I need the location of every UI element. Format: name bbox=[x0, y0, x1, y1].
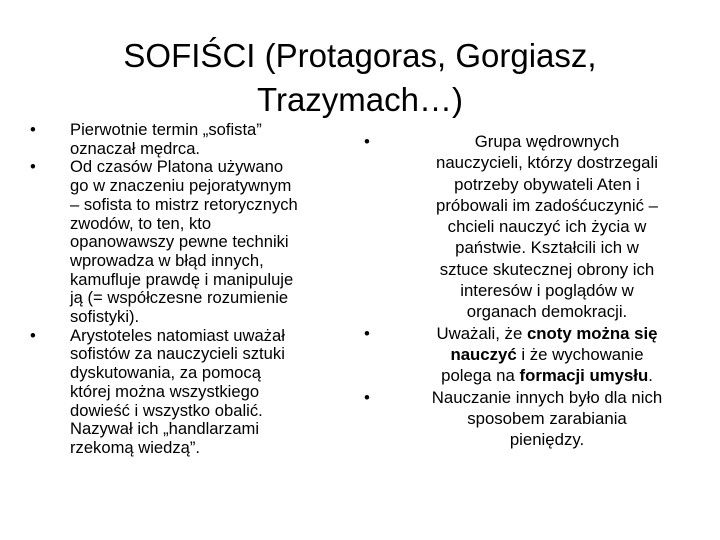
text-line: wprowadza w błąd innych, bbox=[70, 250, 264, 270]
text-line: Grupa wędrownych bbox=[474, 132, 620, 151]
text-line: interesów i poglądów w bbox=[460, 281, 634, 301]
left-bullet-2-text bbox=[70, 158, 356, 326]
text-line: Nauczanie innych było dla nich bbox=[431, 387, 663, 407]
bullet-icon: • bbox=[364, 132, 370, 151]
bullet-icon: • bbox=[30, 157, 36, 177]
left-bullet-1 bbox=[26, 121, 356, 158]
text-line: organach demokracji. bbox=[466, 302, 628, 322]
text-run: polega na bbox=[441, 366, 520, 386]
slide-title-line-2: Trazymach…) bbox=[257, 81, 463, 119]
right-bullet-list bbox=[360, 131, 690, 450]
slide-title bbox=[60, 34, 660, 122]
text-line: zwodów, to ten, kto bbox=[70, 213, 212, 233]
right-bullet-2 bbox=[360, 323, 690, 387]
text-line: chcieli nauczyć ich życia w bbox=[447, 217, 647, 237]
left-bullet-3 bbox=[26, 327, 356, 458]
left-bullet-3-text bbox=[70, 327, 356, 458]
bullet-icon: • bbox=[30, 325, 36, 345]
text-line: kamufluje prawdę i manipuluje bbox=[70, 269, 294, 289]
slide-title-line-1: SOFIŚCI (Protagoras, Gorgiasz, bbox=[123, 37, 597, 75]
emphasis-text: cnoty można się bbox=[526, 323, 658, 343]
text-line: ją (= współczesne rozumienie bbox=[70, 288, 289, 308]
right-bullet-1-text bbox=[404, 131, 690, 323]
text-line: potrzeby obywateli Aten i bbox=[454, 174, 640, 194]
text-line: opanowawszy pewne techniki bbox=[70, 232, 289, 252]
text-line: próbowali im zadośćuczynić – bbox=[436, 195, 658, 215]
text-line: go w znaczeniu pejoratywnym bbox=[70, 176, 292, 196]
text-line: dowieść i wszystko obalić. bbox=[70, 400, 263, 420]
bullet-icon: • bbox=[30, 120, 36, 139]
right-bullet-1 bbox=[360, 131, 690, 323]
left-bullet-list bbox=[26, 121, 356, 458]
right-bullet-3 bbox=[360, 387, 690, 451]
text-line: rzekomą wiedzą”. bbox=[70, 437, 201, 457]
text-line: oznaczał mędrca. bbox=[70, 138, 201, 158]
left-bullet-2 bbox=[26, 158, 356, 326]
emphasis-text: formacji umysłu bbox=[519, 366, 649, 386]
text-line: – sofista to mistrz retorycznych bbox=[70, 194, 298, 214]
text-line: Pierwotnie termin „sofista” bbox=[70, 120, 262, 139]
text-run: Uważali, że bbox=[436, 323, 527, 343]
bullet-icon: • bbox=[364, 387, 370, 407]
text-line: sofistyki). bbox=[70, 307, 140, 327]
text-line: pieniędzy. bbox=[509, 430, 585, 450]
right-bullet-3-text bbox=[404, 387, 690, 451]
text-line: Nazywał ich „handlarzami bbox=[70, 419, 260, 439]
text-line bbox=[404, 323, 690, 344]
text-line: Od czasów Platona używano bbox=[70, 157, 284, 177]
text-line bbox=[404, 344, 690, 365]
text-line: sposobem zarabiania bbox=[467, 408, 627, 428]
text-line: której można wszystkiego bbox=[70, 381, 260, 401]
text-line: dyskutowania, za pomocą bbox=[70, 363, 261, 383]
text-line: sofistów za nauczycieli sztuki bbox=[70, 344, 285, 364]
text-run: i że wychowanie bbox=[516, 344, 644, 364]
text-line: państwie. Kształcili ich w bbox=[455, 238, 639, 258]
right-bullet-2-text bbox=[404, 323, 690, 387]
text-line: nauczycieli, którzy dostrzegali bbox=[436, 153, 658, 173]
emphasis-text: nauczyć bbox=[450, 344, 517, 364]
text-line: Arystoteles natomiast uważał bbox=[70, 325, 285, 345]
text-line: sztuce skutecznej obrony ich bbox=[439, 259, 655, 279]
text-run: . bbox=[648, 366, 653, 386]
bullet-icon: • bbox=[364, 323, 370, 343]
left-bullet-1-text bbox=[70, 121, 356, 158]
text-line bbox=[404, 365, 690, 386]
